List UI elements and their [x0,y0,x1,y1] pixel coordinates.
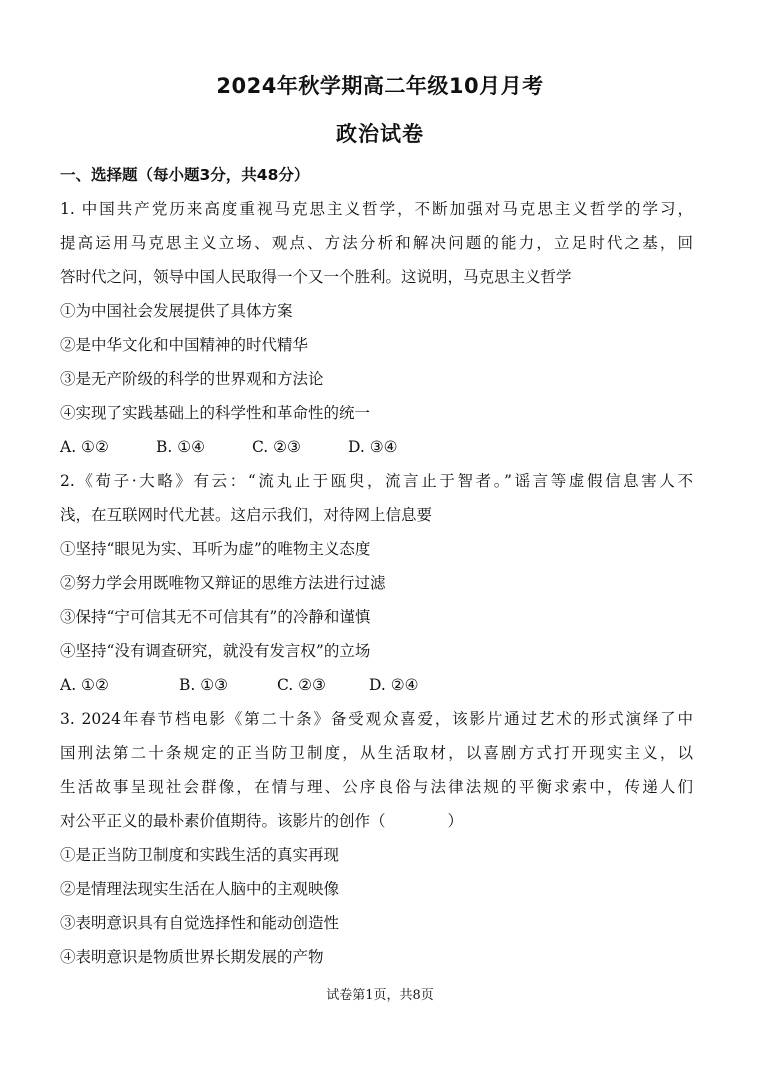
question-1-stem-line-2: 提高运用马克思主义立场、观点、方法分析和解决问题的能力，立足时代之基，回 [60,234,693,252]
question-3-stem-line-3: 生活故事呈现社会群像，在情与理、公序良俗与法律法规的平衡求索中，传递人们 [60,778,693,796]
question-3-statement-3: ③表明意识具有自觉选择性和能动创造性 [60,914,340,932]
question-2-option-b[interactable]: B. ①③ [179,676,229,694]
question-3-stem-line-2: 国刑法第二十条规定的正当防卫制度，从生活取材，以喜剧方式打开现实主义，以 [60,744,693,762]
question-3-statement-4: ④表明意识是物质世界长期发展的产物 [60,948,324,966]
section-heading: 一、选择题（每小题3分，共48分） [60,166,310,184]
question-1-statement-2: ②是中华文化和中国精神的时代精华 [60,336,309,354]
exam-content [60,158,710,974]
question-2-statement-3: ③保持“宁可信其无不可信其有”的冷静和谨慎 [60,608,371,626]
question-1-stem-line-3: 答时代之问，领导中国人民取得一个又一个胜利。这说明，马克思主义哲学 [60,268,572,286]
question-1-option-c[interactable]: C. ②③ [252,438,301,456]
question-1-option-b[interactable]: B. ①④ [156,438,206,456]
question-1 [60,192,710,464]
question-3-stem-line-1: 3. 2024年春节档电影《第二十条》备受观众喜爱，该影片通过艺术的形式演绎了中 [60,710,693,728]
question-2-option-c[interactable]: C. ②③ [277,676,326,694]
question-1-stem-line-1: 1. 中国共产党历来高度重视马克思主义哲学，不断加强对马克思主义哲学的学习， [60,200,693,218]
question-2-option-d[interactable]: D. ②④ [369,676,419,694]
page-footer: 试卷第1页，共8页 [326,988,434,1003]
exam-subtitle: 政治试卷 [336,122,424,146]
question-1-statement-4: ④实现了实践基础上的科学性和革命性的统一 [60,404,371,422]
question-1-options [60,430,710,464]
question-3-stem-line-4: 对公平正义的最朴素价值期待。该影片的创作（ ） [60,812,464,830]
question-2-option-a[interactable]: A. ①② [60,676,109,694]
question-2-stem-line-2: 浅，在互联网时代尤甚。这启示我们，对待网上信息要 [60,506,433,524]
question-3 [60,702,710,974]
question-2-statement-2: ②努力学会用既唯物又辩证的思维方法进行过滤 [60,574,386,592]
question-1-option-a[interactable]: A. ①② [60,438,109,456]
question-1-statement-1: ①为中国社会发展提供了具体方案 [60,302,293,320]
question-2-options [60,668,710,702]
question-1-option-d[interactable]: D. ③④ [348,438,398,456]
question-1-statement-3: ③是无产阶级的科学的世界观和方法论 [60,370,324,388]
question-2-stem-line-1: 2.《荀子·大略》有云：“流丸止于瓯臾，流言止于智者。”谣言等虚假信息害人不 [60,472,693,490]
question-2 [60,464,710,702]
question-2-statement-1: ①坚持“眼见为实、耳听为虚”的唯物主义态度 [60,540,371,558]
exam-title: 2024年秋学期高二年级10月月考 [216,74,544,98]
question-2-statement-4: ④坚持“没有调查研究，就没有发言权”的立场 [60,642,371,660]
question-3-statement-2: ②是情理法现实生活在人脑中的主观映像 [60,880,340,898]
question-3-statement-1: ①是正当防卫制度和实践生活的真实再现 [60,846,340,864]
